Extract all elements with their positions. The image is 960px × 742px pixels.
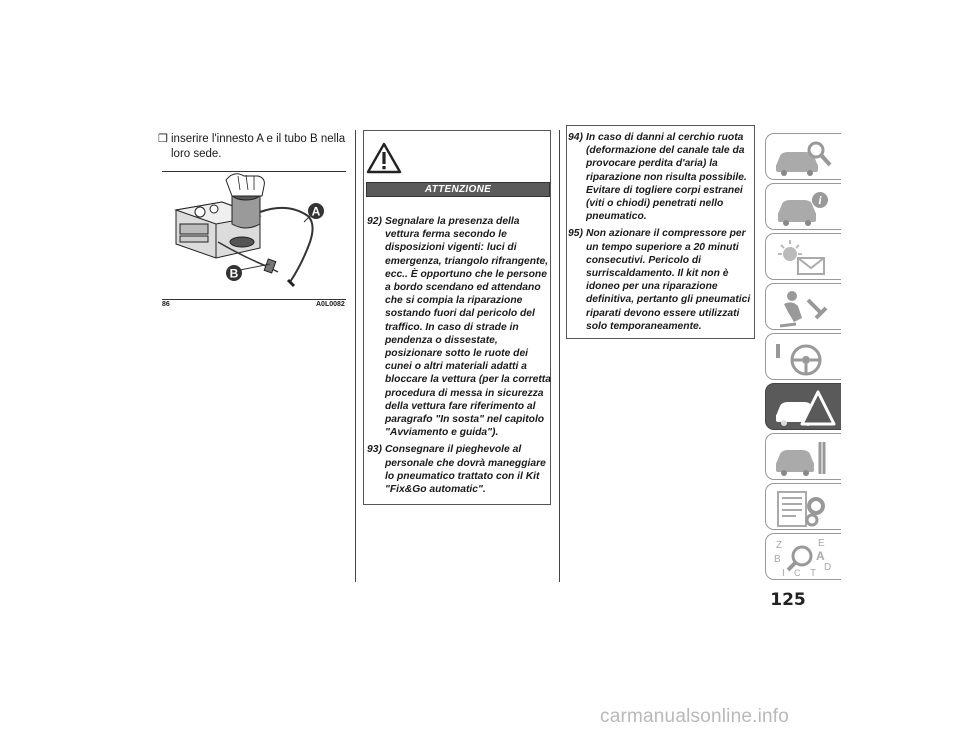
note-number: 92) xyxy=(367,216,382,227)
note-text: In caso di danni al cerchio ruota (deformazione del canale tale da provocare perdita d'aria) la riparazione non risulta possibile. Evitare di togliere corpi estranei (viti o chiodi) penetrati nello pneumatico. xyxy=(586,132,747,223)
car-emergency-triangle-icon xyxy=(772,388,836,428)
label-a: A xyxy=(311,204,321,219)
alphabetical-index-icon xyxy=(772,538,836,578)
car-wrench-icon xyxy=(772,438,836,478)
note-94 xyxy=(568,131,754,223)
index-letter: Z xyxy=(776,540,783,551)
compressor-illustration xyxy=(162,172,346,299)
tab-knowing-the-car[interactable] xyxy=(765,133,841,180)
tab-warning-lights[interactable] xyxy=(765,233,841,280)
note-text: Consegnare il pieghevole al personale che dovrà maneggiare lo pneumatico trattato con il Kit "Fix&Go automatic". xyxy=(385,444,546,496)
tab-controls[interactable] xyxy=(765,333,841,380)
tab-starting-driving[interactable] xyxy=(765,283,841,330)
note-93 xyxy=(367,443,553,496)
index-letter: A xyxy=(816,549,825,563)
note-number: 94) xyxy=(568,132,583,143)
warning-light-envelope-icon xyxy=(772,238,836,278)
figure-number: 86 xyxy=(162,301,170,308)
warning-triangle-icon xyxy=(366,142,402,174)
tab-safety[interactable] xyxy=(765,183,841,230)
index-letter: C xyxy=(794,568,801,578)
car-info-icon xyxy=(772,188,836,228)
checkbox-bullet-icon: ❒ xyxy=(158,133,168,145)
figure-code: A0L0082 xyxy=(316,301,345,308)
column-divider-1 xyxy=(355,130,356,582)
tab-servicing[interactable] xyxy=(765,433,841,480)
tab-technical-data[interactable] xyxy=(765,483,841,530)
note-95 xyxy=(568,227,754,333)
airbag-seat-icon xyxy=(772,288,836,328)
caution-notes xyxy=(568,131,754,337)
index-letter: B xyxy=(774,554,781,565)
tab-index[interactable] xyxy=(765,533,841,580)
car-magnifier-icon xyxy=(772,138,836,178)
note-number: 93) xyxy=(367,444,382,456)
svg-text:i: i xyxy=(818,193,822,207)
instruction-text: inserire l'innesto A e il tubo B nella loro sede. xyxy=(171,133,346,160)
steering-wheel-icon xyxy=(772,338,836,378)
note-text: Segnalare la presenza della vettura ferma secondo le disposizioni vigenti: luci di emergenza, triangolo rifrangente, ecc.. È opportuno che le persone a bordo scendano ed attendano che si compia la riparazione sostando fuori dal pericolo del traffico. In caso di strade in pendenza o dissestate, posizionare sotto le ruote dei cunei o altri materiali adatti a bloccare la vettura (per la corretta procedura di messa in sicurezza della vettura fare riferimento al paragrafo "In sosta" nel capitolo "Avviamento e guida"). xyxy=(385,216,551,439)
note-number: 95) xyxy=(568,228,583,240)
index-letter: I xyxy=(782,568,785,578)
warning-title-bar: ATTENZIONE xyxy=(366,182,550,197)
note-text: Non azionare il compressore per un tempo superiore a 20 minuti consecutivi. Pericolo di surriscaldamento. Il kit non è idoneo per una riparazione definitiva, pertanto gli pneumatici riparati devono essere utilizzati solo temporaneamente. xyxy=(586,228,751,332)
note-92 xyxy=(367,215,553,439)
index-letter: D xyxy=(824,562,832,573)
watermark: carmanualsonline.info xyxy=(600,706,790,727)
spec-sheet-gears-icon xyxy=(772,488,836,528)
label-b: B xyxy=(229,266,239,281)
instruction-bullet xyxy=(158,132,348,162)
figure-rule-bottom xyxy=(162,299,346,300)
page-number: 125 xyxy=(770,590,806,610)
column-divider-2 xyxy=(559,130,560,582)
index-letter: T xyxy=(810,568,817,578)
tab-emergency[interactable] xyxy=(765,383,841,430)
index-letter: E xyxy=(818,538,825,549)
warning-notes xyxy=(367,215,553,500)
